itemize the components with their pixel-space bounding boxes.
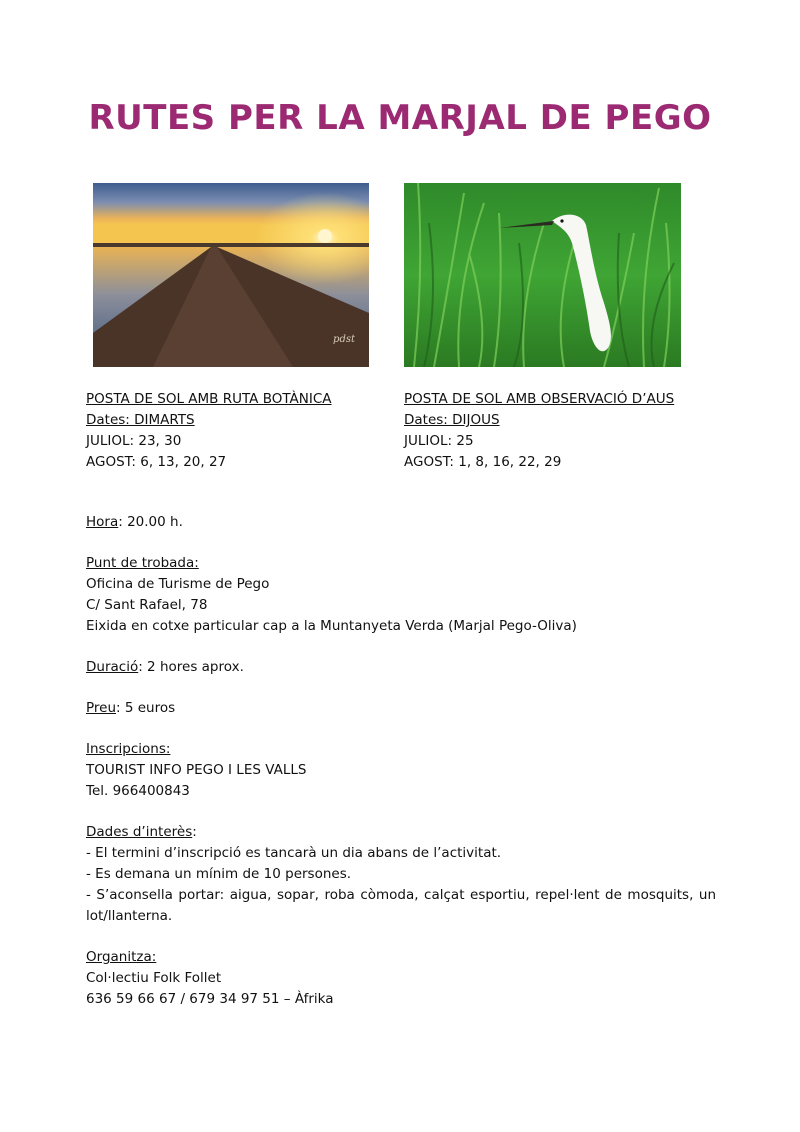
route-dates: Dates: DIMARTS bbox=[86, 412, 195, 428]
route-july: JULIOL: 23, 30 bbox=[86, 433, 182, 449]
inscripcions-line: TOURIST INFO PEGO I LES VALLS bbox=[86, 762, 307, 778]
hora-line bbox=[86, 512, 716, 533]
organitza-phone: 636 59 66 67 / 679 34 97 51 – Àfrika bbox=[86, 991, 334, 1007]
preu-value: : 5 euros bbox=[116, 700, 176, 716]
photo-signature: pdst bbox=[333, 334, 355, 345]
dades-line: - S’aconsella portar: aigua, sopar, roba còmoda, calçat esportiu, repel·lent de mosquits, un lot/llanterna. bbox=[86, 887, 716, 924]
dades-colon: : bbox=[192, 824, 197, 840]
preu-line bbox=[86, 698, 716, 719]
inscripcions-label: Inscripcions: bbox=[86, 741, 171, 757]
dades-label: Dades d’interès bbox=[86, 824, 193, 840]
info-section bbox=[86, 512, 716, 1010]
hora-label: Hora bbox=[86, 514, 119, 530]
route-july: JULIOL: 25 bbox=[404, 433, 474, 449]
organitza-line: Col·lectiu Folk Follet bbox=[86, 970, 222, 986]
egret-photo bbox=[404, 183, 681, 367]
hora-value: : 20.00 h. bbox=[118, 514, 183, 530]
route-august: AGOST: 6, 13, 20, 27 bbox=[86, 454, 227, 470]
organitza-label: Organitza: bbox=[86, 949, 157, 965]
route-botanica bbox=[86, 389, 332, 473]
inscripcions-phone: Tel. 966400843 bbox=[86, 783, 190, 799]
punt-line: Eixida en cotxe particular cap a la Muntanyeta Verda (Marjal Pego-Oliva) bbox=[86, 618, 577, 634]
duracio-label: Duració bbox=[86, 659, 139, 675]
sunset-photo bbox=[93, 183, 369, 367]
punt-label: Punt de trobada: bbox=[86, 555, 199, 571]
punt-line: Oficina de Turisme de Pego bbox=[86, 576, 270, 592]
dades-heading bbox=[86, 822, 716, 843]
duracio-line bbox=[86, 657, 716, 678]
route-dates: Dates: DIJOUS bbox=[404, 412, 500, 428]
route-august: AGOST: 1, 8, 16, 22, 29 bbox=[404, 454, 562, 470]
route-aus bbox=[404, 389, 674, 473]
punt-line: C/ Sant Rafael, 78 bbox=[86, 597, 208, 613]
page-title: RUTES PER LA MARJAL DE PEGO bbox=[88, 98, 712, 138]
route-heading: POSTA DE SOL AMB RUTA BOTÀNICA bbox=[86, 391, 332, 407]
preu-label: Preu bbox=[86, 700, 117, 716]
duracio-value: : 2 hores aprox. bbox=[138, 659, 244, 675]
route-heading: POSTA DE SOL AMB OBSERVACIÓ D’AUS bbox=[404, 391, 675, 407]
dades-line: - El termini d’inscripció es tancarà un dia abans de l’activitat. bbox=[86, 845, 502, 861]
dades-line: - Es demana un mínim de 10 persones. bbox=[86, 866, 352, 882]
